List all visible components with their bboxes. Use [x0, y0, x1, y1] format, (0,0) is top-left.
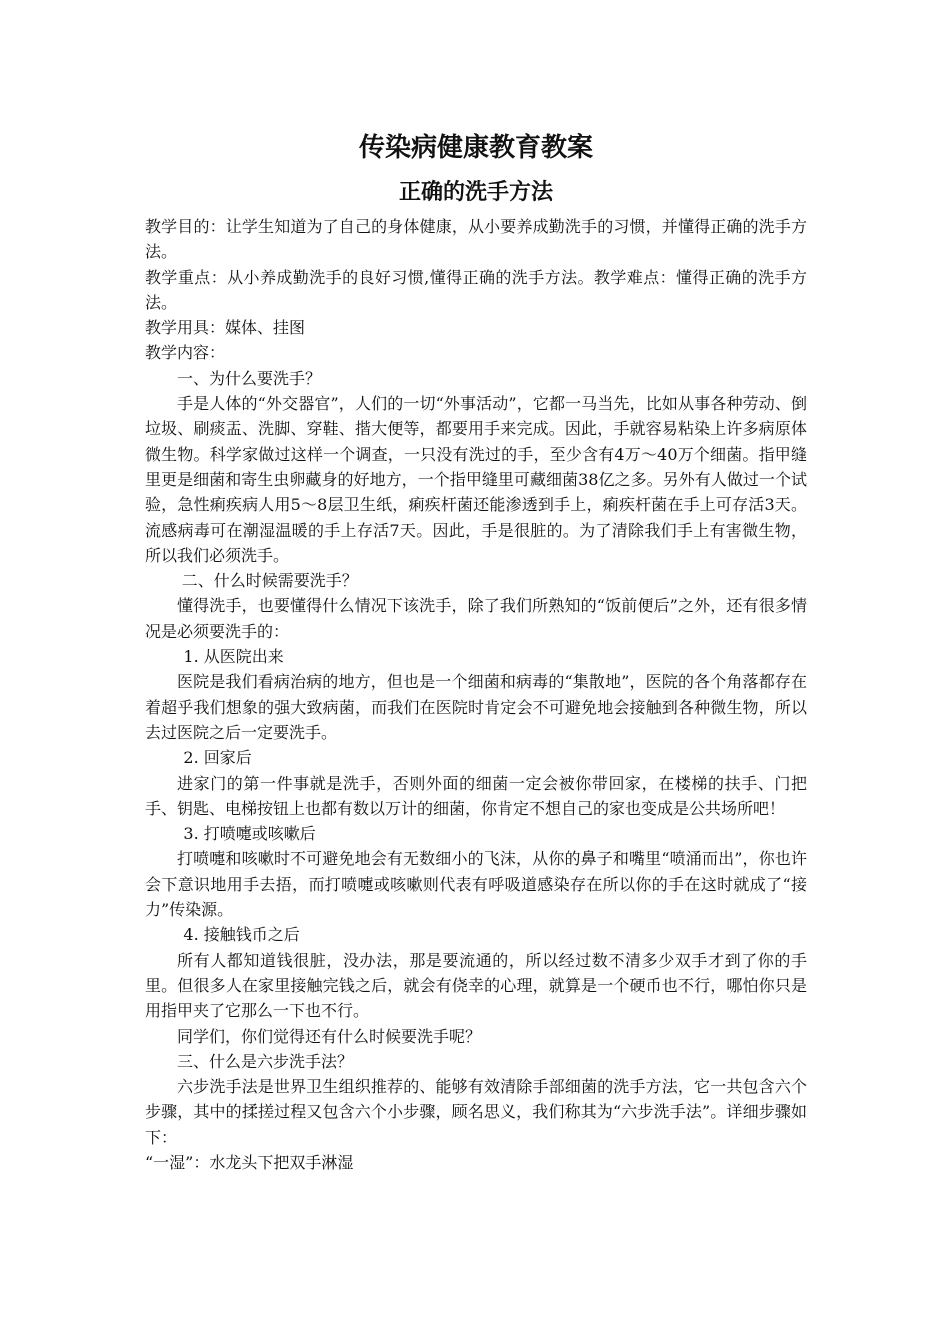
- section-heading: 二、什么时候需要洗手？: [181, 571, 358, 591]
- paragraph: 打喷嚏和咳嗽时不可避免地会有无数细小的飞沫，从你的鼻子和嘴里“喷涌而出”，你也许会下意识地用手去捂，而打喷嚏或咳嗽则代表有呼吸道感染存在所以你的手在这时就成了“接力”传染源。: [145, 849, 807, 920]
- section-heading: 一、为什么要洗手？: [177, 368, 322, 388]
- paragraph: 教学目的：让学生知道为了自己的身体健康，从小要养成勤洗手的习惯，并懂得正确的洗手方法。: [145, 217, 807, 262]
- paragraph: 手是人体的“外交器官”，人们的一切“外事活动”，它都一马当先，比如从事各种劳动、倒垃圾、刷痰盂、洗脚、穿鞋、揩大便等，都要用手来完成。因此，手就容易粘染上许多病原体微生物。科学家做过这样一个调查，一只没有洗过的手，至少含有4万～40万个细菌。指甲缝里更是细菌和寄生虫卵藏身的好地方，一个指甲缝里可藏细菌38亿之多。另外有人做过一个试验，急性痢疾病人用5～8层卫生纸，痢疾杆菌还能渗透到手上，痢疾杆菌在手上可存活3天。流感病毒可在潮湿温暖的手上存活7天。因此，手是很脏的。为了清除我们手上有害微生物，所以我们必须洗手。: [145, 394, 807, 565]
- paragraph: 教学用具：媒体、挂图: [145, 318, 306, 338]
- document-page: [145, 128, 807, 1175]
- paragraph: 同学们，你们觉得还有什么时候要洗手呢？: [177, 1026, 482, 1046]
- paragraph: 医院是我们看病治病的地方，但也是一个细菌和病毒的“集散地”，医院的各个角落都存在着超乎我们想象的强大致病菌，而我们在医院时肯定会不可避免地会接触到各种微生物，所以去过医院之后一定要洗手。: [145, 672, 807, 742]
- paragraph: 进家门的第一件事就是洗手，否则外面的细菌一定会被你带回家，在楼梯的扶手、门把手、钥匙、电梯按钮上也都有数以万计的细菌，你肯定不想自己的家也变成是公共场所吧！: [145, 773, 807, 818]
- document-title: 传染病健康教育教案: [358, 133, 593, 163]
- document-subtitle: 正确的洗手方法: [398, 180, 553, 205]
- section-heading: 三、什么是六步洗手法？: [177, 1051, 354, 1071]
- paragraph: 六步洗手法是世界卫生组织推荐的、能够有效清除手部细菌的洗手方法，它一共包含六个步骤，其中的揉搓过程又包含六个小步骤，顾名思义，我们称其为“六步洗手法”。详细步骤如下：: [145, 1077, 807, 1147]
- numbered-item: 3. 打喷嚏或咳嗽后: [183, 824, 316, 844]
- numbered-item: 1. 从医院出来: [183, 647, 284, 667]
- paragraph: “一湿”：水龙头下把双手淋湿: [145, 1152, 354, 1172]
- paragraph: 懂得洗手，也要懂得什么情况下该洗手，除了我们所熟知的“饭前便后”之外，还有很多情况是必须要洗手的：: [145, 596, 807, 641]
- document-body: [145, 214, 807, 1175]
- numbered-item: 2. 回家后: [183, 748, 252, 768]
- paragraph: 教学内容：: [145, 343, 226, 363]
- paragraph: 所有人都知道钱很脏，没办法，那是要流通的，所以经过数不清多少双手才到了你的手里。但很多人在家里接触完钱之后，就会有侥幸的心理，就算是一个硬币也不行，哪怕你只是用指甲夹了它那么一下也不行。: [145, 950, 807, 1021]
- numbered-item: 4. 接触钱币之后: [183, 925, 300, 945]
- paragraph: 教学重点：从小养成勤洗手的良好习惯,懂得正确的洗手方法。教学难点：懂得正确的洗手方法。: [145, 267, 807, 312]
